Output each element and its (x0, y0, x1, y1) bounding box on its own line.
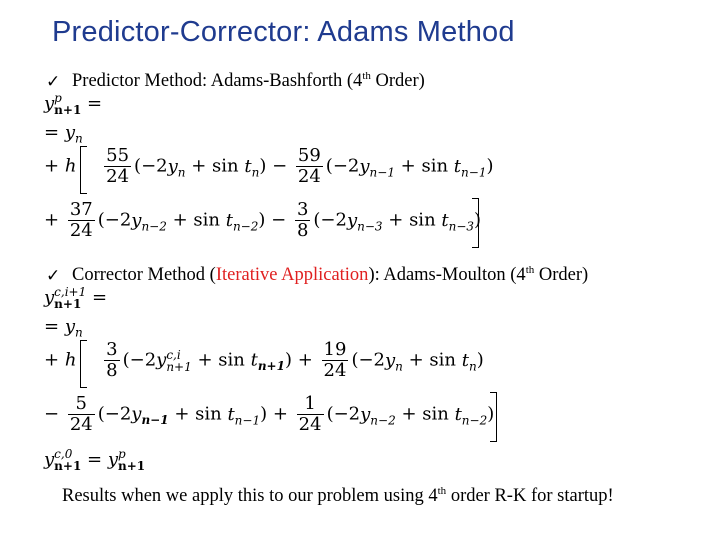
corrector-right-bracket (490, 392, 497, 442)
corrector-heading (72, 264, 588, 286)
check-mark-icon: ✓ (46, 72, 61, 92)
corrector-eq-line4: − $\frac{5}{24}$ $(-2y_{n-1} + \sin t_{n-1})$ + $\frac{1}{24}$ $(-2y_{n-2} + \sin t_{n-2})$ (44, 393, 495, 435)
predictor-eq-line2: = $y_n$ (44, 122, 83, 146)
check-mark-icon: ✓ (46, 266, 61, 286)
predictor-heading-text: Predictor Method: Adams-Bashforth (4 (72, 71, 363, 92)
corrector-initial-eq: y c,0 n+1 = y p n+1 (44, 447, 146, 473)
footer-start: Results when we apply this to our problem using 4 (62, 486, 438, 507)
corrector-eq-line3: + h $\frac{3}{8}$ (−2y c,i n+1 + $\sin t_{n+1}$) + $\frac{19}{24}$ $(-2y_n + \sin t_n)$ (44, 339, 484, 381)
footer-note (62, 485, 614, 507)
slide-title: Predictor-Corrector: Adams Method (52, 16, 515, 48)
predictor-eq-line3: + h $\frac{55}{24}$ $(-2y_n + \sin t_n)$ − $\frac{59}{24}$ $(-2y_{n-1} + \sin t_{n-1})$ (44, 145, 494, 187)
corrector-eq-line2: = $y_n$ (44, 316, 83, 340)
predictor-heading (72, 70, 425, 92)
predictor-heading-sup: th (362, 70, 371, 82)
corrector-left-bracket (80, 340, 87, 388)
predictor-right-bracket (472, 198, 479, 248)
corrector-eq-line1: y c,i+1 n+1 = (44, 285, 108, 311)
predictor-eq-line4: + $\frac{37}{24}$ $(-2y_{n-2} + \sin t_{n-2})$ − $\frac{3}{8}$ $(-2y_{n-3} + \sin t_{n-3})$ (44, 199, 482, 241)
corrector-heading-highlight: Iterative Application (215, 265, 369, 286)
predictor-eq-line1: y p n+1 = (44, 91, 103, 117)
footer-end: order R-K for startup! (446, 486, 614, 507)
corrector-heading-mid: ): Adams-Moulton (4 (368, 265, 526, 286)
corrector-heading-end: Order) (534, 265, 589, 286)
footer-sup: th (437, 485, 447, 497)
corrector-heading-sup: th (525, 264, 535, 276)
predictor-heading-end: Order) (370, 71, 425, 92)
corrector-heading-start: Corrector Method ( (72, 265, 216, 286)
predictor-left-bracket (80, 146, 87, 194)
